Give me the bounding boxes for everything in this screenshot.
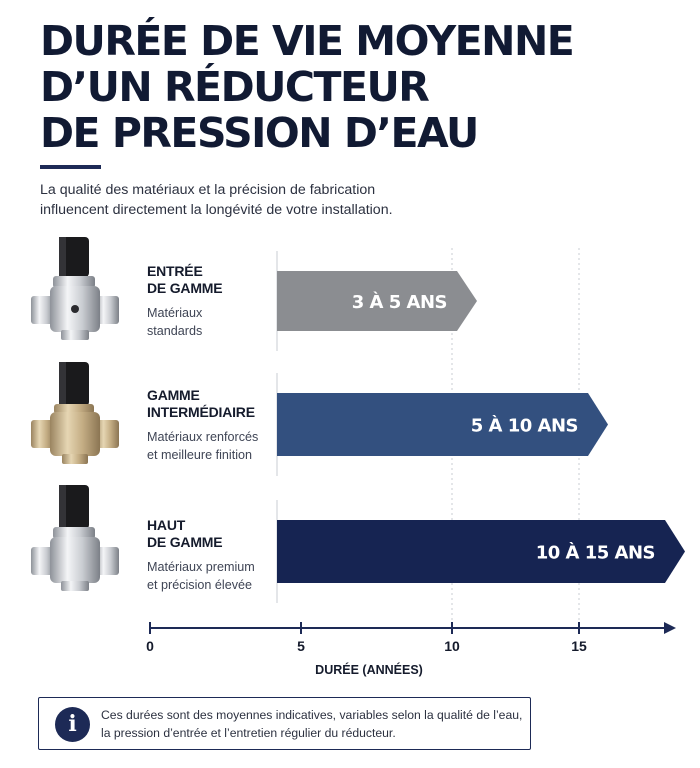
x-tick-label: 10 bbox=[444, 638, 460, 654]
subtitle-line: La qualité des matériaux et la précision de fabrication bbox=[40, 182, 376, 198]
info-icon: i bbox=[55, 707, 90, 742]
bar-label: 3 À 5 ANS bbox=[351, 292, 447, 313]
category-name: HAUT DE GAMME bbox=[147, 517, 223, 550]
title-line: DE PRESSION D’EAU bbox=[40, 109, 478, 157]
category-description: Matériaux renforcés et meilleure finition bbox=[147, 430, 259, 462]
title-line: D’UN RÉDUCTEUR bbox=[40, 63, 429, 111]
category-name: ENTRÉE DE GAMME bbox=[147, 263, 223, 296]
x-axis-arrow bbox=[664, 622, 676, 634]
bar-label: 10 À 15 ANS bbox=[535, 542, 655, 564]
category-description: Matériaux premium et précision élevée bbox=[147, 560, 255, 592]
info-note bbox=[38, 697, 531, 750]
x-axis-label: DURÉE (ANNÉES) bbox=[315, 663, 423, 677]
category-name: GAMME INTERMÉDIAIRE bbox=[147, 387, 255, 420]
x-tick-label: 15 bbox=[571, 638, 587, 654]
subtitle-line: influencent directement la longévité de votre installation. bbox=[40, 202, 393, 218]
note-text: Ces durées sont des moyennes indicatives, variables selon la qualité de l’eau, la pression d’entrée et l’entretien régulier du réducteur. bbox=[101, 708, 523, 740]
x-tick-label: 0 bbox=[146, 638, 154, 654]
bar-label: 5 À 10 ANS bbox=[470, 415, 578, 437]
title-line: DURÉE DE VIE MOYENNE bbox=[40, 17, 574, 65]
category-description: Matériaux standards bbox=[147, 306, 203, 338]
x-tick-label: 5 bbox=[297, 638, 305, 654]
